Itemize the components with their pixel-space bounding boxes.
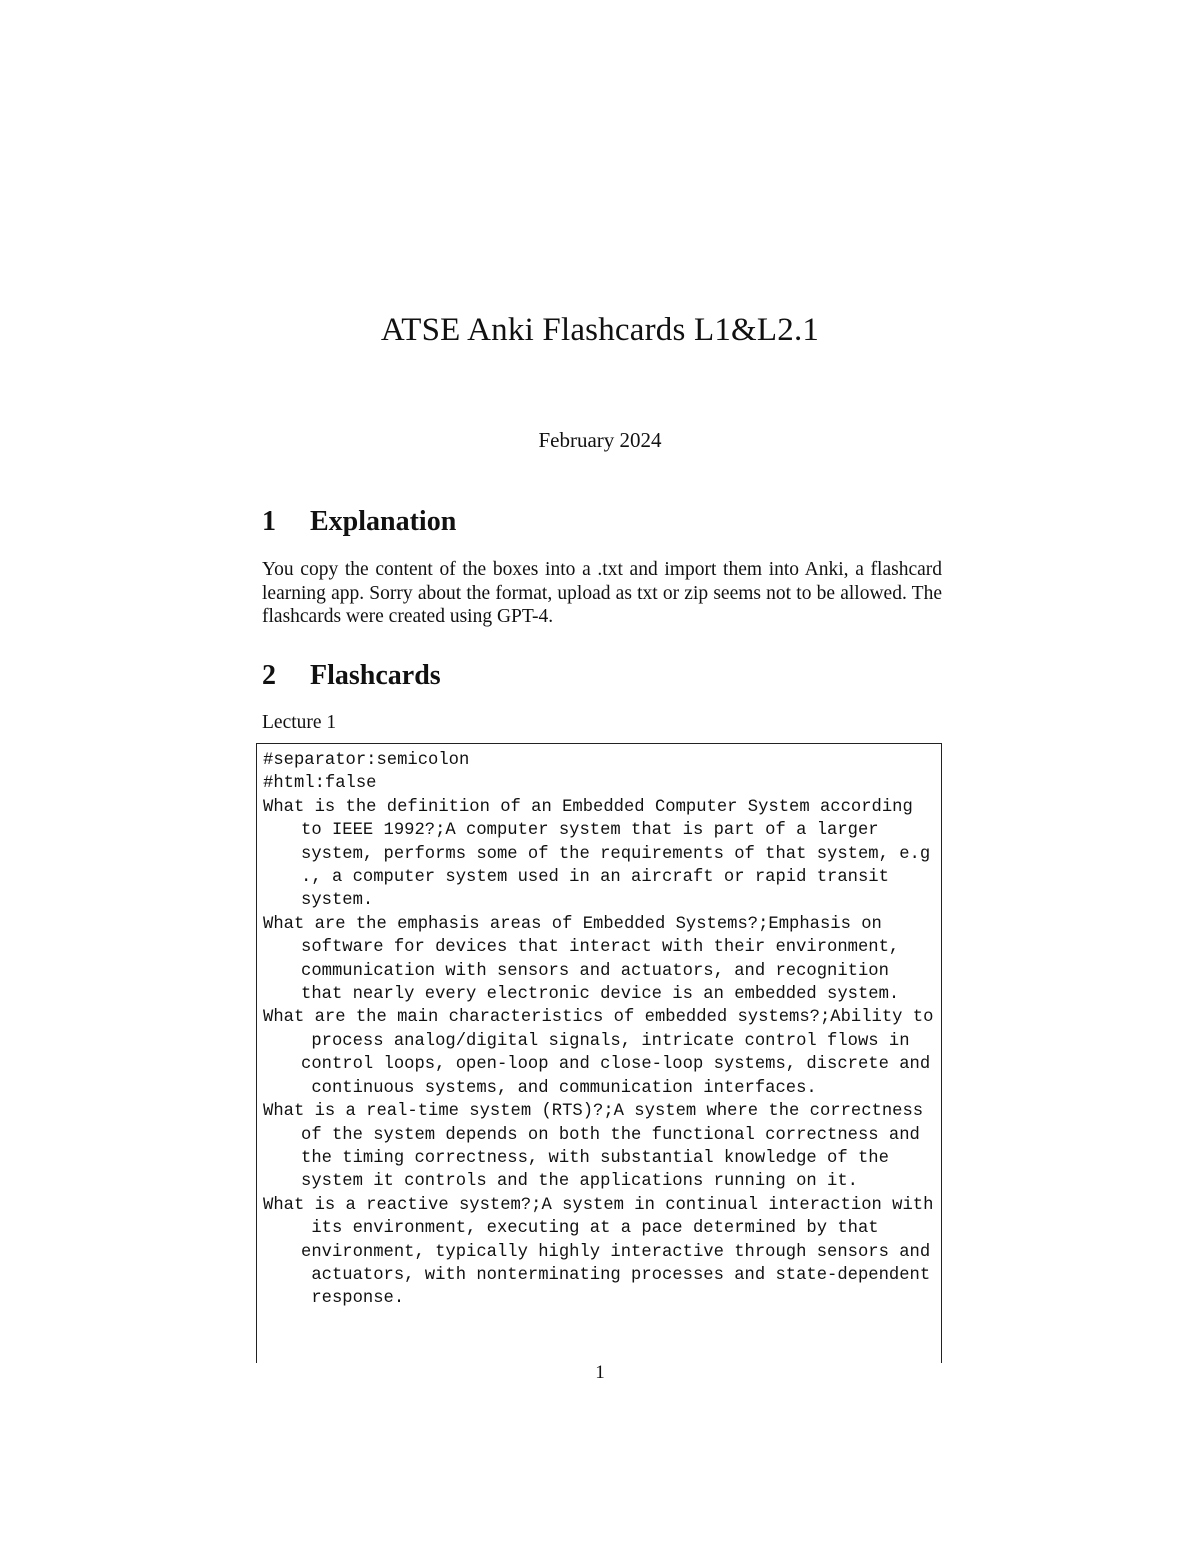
code-line: What is a real-time system (RTS)?;A system where the correctness [263, 1102, 924, 1122]
document-date: February 2024 [538, 428, 662, 452]
page-number: 1 [595, 1362, 605, 1383]
section-heading-flashcards [262, 660, 441, 692]
code-line: What are the main characteristics of embedded systems?;Ability to [263, 1008, 934, 1028]
code-line: #html:false [263, 774, 377, 794]
code-line: response. [301, 1289, 405, 1309]
section-number: 2 [262, 660, 276, 691]
code-line: communication with sensors and actuators, and recognition [301, 961, 889, 981]
document-title: ATSE Anki Flashcards L1&L2.1 [380, 312, 820, 348]
code-line: system. [301, 891, 374, 911]
code-line: process analog/digital signals, intricate control flows in [301, 1031, 910, 1051]
code-line: What are the emphasis areas of Embedded Systems?;Emphasis on [263, 914, 882, 934]
code-line: to IEEE 1992?;A computer system that is part of a larger [301, 821, 879, 841]
code-line: of the system depends on both the functional correctness and [301, 1125, 920, 1145]
code-line: environment, typically highly interactive through sensors and [301, 1242, 931, 1262]
code-line: that nearly every electronic device is an embedded system. [301, 985, 900, 1005]
lecture-label: Lecture 1 [262, 712, 337, 733]
code-line: system, performs some of the requirements of that system, e.g [301, 844, 931, 864]
code-line: What is a reactive system?;A system in continual interaction with [263, 1195, 934, 1215]
code-line: the timing correctness, with substantial knowledge of the [301, 1148, 889, 1168]
code-line: control loops, open-loop and close-loop systems, discrete and [301, 1055, 931, 1075]
explanation-paragraph: You copy the content of the boxes into a .txt and import them into Anki, a flashcard learning app. Sorry about the format, upload as txt or zip seems not to be allowed. The flashcards were created using GPT-4. [262, 559, 942, 627]
code-line: continuous systems, and communication interfaces. [301, 1078, 817, 1098]
code-line: #separator:semicolon [263, 751, 470, 770]
section-title: Explanation [310, 506, 457, 537]
flashcard-code-box [256, 743, 942, 1363]
section-title: Flashcards [310, 660, 441, 691]
code-line: ., a computer system used in an aircraft or rapid transit [301, 868, 889, 888]
code-line: What is the definition of an Embedded Computer System according [263, 797, 913, 817]
code-line: its environment, executing at a pace determined by that [301, 1219, 879, 1239]
section-number: 1 [262, 506, 276, 537]
code-line: system it controls and the applications running on it. [301, 1172, 858, 1192]
code-line: software for devices that interact with their environment, [301, 938, 900, 958]
code-line: actuators, with nonterminating processes and state-dependent [301, 1265, 931, 1285]
section-heading-explanation [262, 506, 456, 538]
